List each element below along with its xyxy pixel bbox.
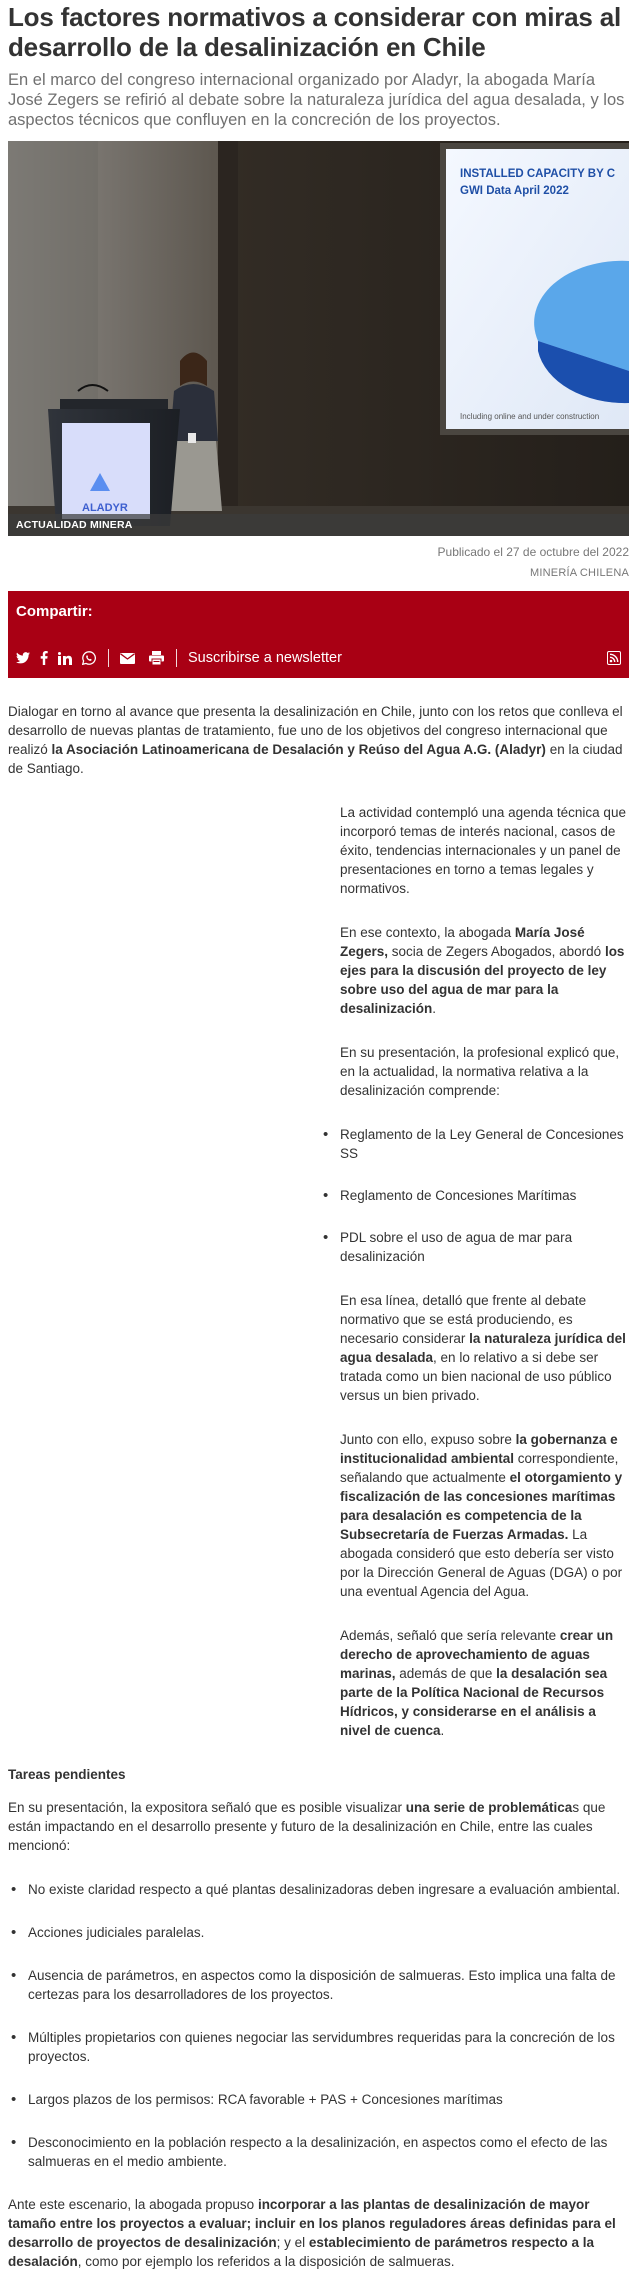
section-heading: Tareas pendientes bbox=[8, 1767, 126, 1782]
share-icons-row bbox=[16, 647, 621, 669]
regulation-list bbox=[340, 1125, 629, 1266]
slide-title-line-2: GWI Data April 2022 bbox=[460, 185, 569, 197]
slide-footer: Including online and under construction bbox=[460, 412, 600, 421]
article-body bbox=[8, 702, 629, 2271]
list-item: • PDL sobre el uso de agua de mar para desalinización bbox=[332, 1228, 629, 1266]
share-title: Compartir: bbox=[16, 603, 93, 620]
newsletter-link[interactable]: Suscribirse a newsletter bbox=[188, 650, 342, 666]
share-separator bbox=[108, 649, 109, 667]
facebook-icon[interactable] bbox=[40, 650, 48, 666]
paragraph-5: Junto con ello, expuso sobre la gobernanza e institucionalidad ambiental correspondiente, señalando que actualmente el otorgamiento y fiscalización de las concesiones marítimas para desalación es competencia de la Subsecretaría de Fuerzas Armadas. La abogada consideró que esto debería ser visto por la Dirección General de Aguas (DGA) o por una eventual Agencia del Agua. bbox=[340, 1432, 623, 1599]
list-item: • Largos plazos de los permisos: RCA favorable + PAS + Concesiones marítimas bbox=[8, 2090, 629, 2109]
linkedin-icon[interactable] bbox=[58, 650, 72, 666]
article-subtitle: En el marco del congreso internacional organizado por Aladyr, la abogada María José Zegers se refirió al debate sobre la naturaleza jurídica del agua desalada, y los aspectos técnicos que confluyen en la concreción de los proyectos. bbox=[8, 71, 625, 129]
full-width-section bbox=[8, 1798, 629, 2271]
list-item: • Reglamento de Concesiones Marítimas bbox=[332, 1186, 629, 1205]
podium-logo-text: ALADYR bbox=[82, 502, 128, 514]
article-photo[interactable] bbox=[8, 141, 629, 536]
print-icon[interactable] bbox=[149, 650, 164, 666]
mail-icon[interactable] bbox=[120, 650, 135, 666]
publish-date: Publicado el 27 de octubre del 2022 bbox=[437, 545, 629, 559]
list-item: • Ausencia de parámetros, en aspectos como la disposición de salmueras. Esto implica una falta de certezas para los desarrolladores de los proyectos. bbox=[8, 1966, 629, 2004]
paragraph-4: En esa línea, detalló que frente al debate normativo que se está produciendo, es necesario considerar la naturaleza jurídica del agua desalada, en lo relativo a si debe ser tratada como un bien nacional de uso público versus un bien privado. bbox=[340, 1293, 626, 1403]
paragraph-3: En su presentación, la profesional explicó que, en la actualidad, la normativa relativa a la desalinización comprende: bbox=[340, 1045, 620, 1098]
list-item: • Múltiples propietarios con quienes negociar las servidumbres requeridas para la concreción de los proyectos. bbox=[8, 2028, 629, 2066]
list-item: • No existe claridad respecto a qué plantas desalinizadoras deben ingresare a evaluación ambiental. bbox=[8, 1880, 629, 1899]
lead-paragraph: Dialogar en torno al avance que presenta la desalinización en Chile, junto con los retos que conlleva el desarrollo de nuevas plantas de tratamiento, fue uno de los objetivos del congreso internacional que realizó la Asociación Latinoamericana de Desalación y Reúso del Agua A.G. (Aladyr) en la ciudad de Santiago. bbox=[8, 704, 623, 776]
share-separator bbox=[176, 649, 177, 667]
right-column bbox=[340, 803, 629, 1740]
problems-list bbox=[8, 1880, 629, 2171]
paragraph-1: La actividad contempló una agenda técnica que incorporó temas de interés nacional, casos de éxito, tendencias internacionales y un panel de presentaciones en torno a temas legales y normativos. bbox=[340, 805, 626, 896]
list-item: • Desconocimiento en la población respecto a la desalinización, en aspectos como el efecto de las salmueras en el medio ambiente. bbox=[8, 2133, 629, 2171]
twitter-icon[interactable] bbox=[16, 650, 30, 666]
article-title: Los factores normativos a considerar con miras al desarrollo de la desalinización en Chile bbox=[8, 2, 621, 62]
whatsapp-icon[interactable] bbox=[82, 650, 96, 666]
paragraph-2: En ese contexto, la abogada María José Zegers, socia de Zegers Abogados, abordó los ejes para la discusión del proyecto de ley sobre uso del agua de mar para la desalinización. bbox=[340, 925, 625, 1016]
rss-icon[interactable] bbox=[607, 651, 621, 665]
paragraph-7: En su presentación, la expositora señaló que es posible visualizar una serie de problemáticas que están impactando en el desarrollo presente y futuro de la desalinización en Chile, entre las cuales mencionó: bbox=[8, 1800, 606, 1853]
conference-photo-illustration bbox=[8, 141, 629, 536]
list-item: • Reglamento de la Ley General de Concesiones SS bbox=[332, 1125, 629, 1163]
list-item: • Acciones judiciales paralelas. bbox=[8, 1923, 629, 1942]
share-bar bbox=[8, 591, 629, 678]
slide-title-line-1: INSTALLED CAPACITY BY C bbox=[460, 168, 616, 180]
publication-source: MINERÍA CHILENA bbox=[530, 567, 629, 579]
paragraph-6: Además, señaló que sería relevante crear un derecho de aprovechamiento de aguas marinas, además de que la desalación sea parte de la Política Nacional de Recursos Hídricos, y considerarse en el análisis a nivel de cuenca. bbox=[340, 1628, 614, 1738]
photo-caption: ACTUALIDAD MINERA bbox=[8, 514, 629, 536]
paragraph-8: Ante este escenario, la abogada propuso incorporar a las plantas de desalinización de mayor tamaño entre los proyectos a evaluar; incluir en los planos reguladores áreas definidas para el desarrollo de proyectos de desalinización; y el establecimiento de parámetros respecto a la desalación, como por ejemplo los referidos a la disposición de salmueras. bbox=[8, 2197, 616, 2269]
